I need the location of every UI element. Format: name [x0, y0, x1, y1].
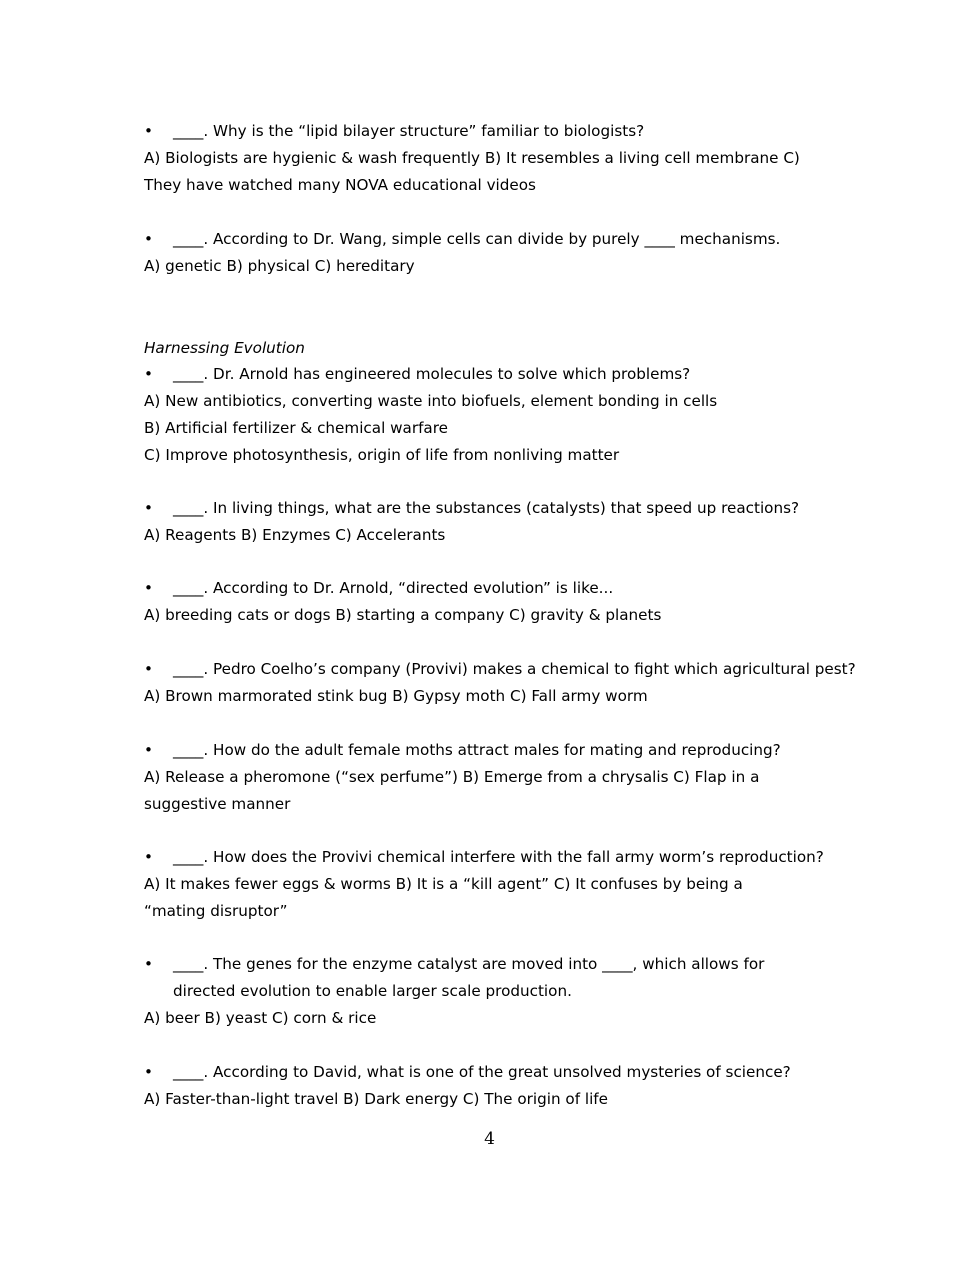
bullet-icon: • [144, 579, 153, 597]
answer-options: A) Brown marmorated stink bug B) Gypsy moth C) Fall army worm [144, 687, 648, 705]
question-text: ____. Why is the “lipid bilayer structure” familiar to biologists? [173, 122, 645, 140]
bullet-icon: • [144, 955, 153, 973]
question-item [144, 226, 844, 280]
bullet-icon: • [144, 230, 153, 248]
question-text: ____. The genes for the enzyme catalyst are moved into ____, which allows for directed evolution to enable larger scale production. [173, 955, 765, 1000]
answer-options: A) breeding cats or dogs B) starting a company C) gravity & planets [144, 606, 662, 624]
question-prompt [144, 361, 844, 388]
answer-options: A) beer B) yeast C) corn & rice [144, 1009, 377, 1027]
question-text: ____. Dr. Arnold has engineered molecules to solve which problems? [173, 365, 691, 383]
question-text: ____. According to Dr. Wang, simple cells can divide by purely ____ mechanisms. [173, 230, 781, 248]
question-item [144, 844, 844, 925]
question-item [144, 737, 844, 818]
answer-options: A) Release a pheromone (“sex perfume”) B) Emerge from a chrysalis C) Flap in a suggestive manner [144, 768, 760, 813]
question-item [144, 1059, 844, 1113]
question-prompt [144, 495, 844, 522]
page-number: 4 [484, 1129, 495, 1149]
answer-options: A) Biologists are hygienic & wash frequently B) It resembles a living cell membrane C) They have watched many NOVA educational videos [144, 149, 800, 194]
question-text: ____. According to Dr. Arnold, “directed evolution” is like... [173, 579, 614, 597]
question-item [144, 951, 844, 1032]
bullet-icon: • [144, 741, 153, 759]
answer-option-a: A) New antibiotics, converting waste into biofuels, element bonding in cells [144, 392, 718, 410]
question-text: ____. Pedro Coelho’s company (Provivi) makes a chemical to fight which agricultural pest? [173, 660, 856, 678]
answer-options: A) Reagents B) Enzymes C) Accelerants [144, 526, 446, 544]
bullet-icon: • [144, 1063, 153, 1081]
answer-options: A) genetic B) physical C) hereditary [144, 257, 415, 275]
question-text: ____. How do the adult female moths attract males for mating and reproducing? [173, 741, 781, 759]
bullet-icon: • [144, 122, 153, 140]
question-prompt [144, 951, 813, 1005]
question-prompt [144, 737, 844, 764]
section-heading: Harnessing Evolution [144, 339, 305, 357]
bullet-icon: • [144, 848, 153, 866]
question-text: ____. How does the Provivi chemical interfere with the fall army worm’s reproduction? [173, 848, 824, 866]
answer-option-b: B) Artificial fertilizer & chemical warfare [144, 419, 448, 437]
question-prompt [144, 118, 844, 145]
bullet-icon: • [144, 660, 153, 678]
question-item [144, 361, 844, 469]
question-prompt [144, 844, 844, 871]
bullet-icon: • [144, 365, 153, 383]
question-item [144, 656, 856, 710]
question-item [144, 118, 844, 199]
question-prompt [144, 226, 844, 253]
question-text: ____. In living things, what are the substances (catalysts) that speed up reactions? [173, 499, 800, 517]
answer-options: A) Faster-than-light travel B) Dark energy C) The origin of life [144, 1090, 609, 1108]
question-item [144, 495, 844, 549]
question-item [144, 575, 844, 629]
question-prompt [144, 1059, 844, 1086]
question-prompt [144, 656, 856, 683]
question-prompt [144, 575, 844, 602]
bullet-icon: • [144, 499, 153, 517]
question-text: ____. According to David, what is one of the great unsolved mysteries of science? [173, 1063, 791, 1081]
answer-option-c: C) Improve photosynthesis, origin of life from nonliving matter [144, 446, 620, 464]
answer-options: A) It makes fewer eggs & worms B) It is a “kill agent” C) It confuses by being a “mating disruptor” [144, 875, 743, 920]
